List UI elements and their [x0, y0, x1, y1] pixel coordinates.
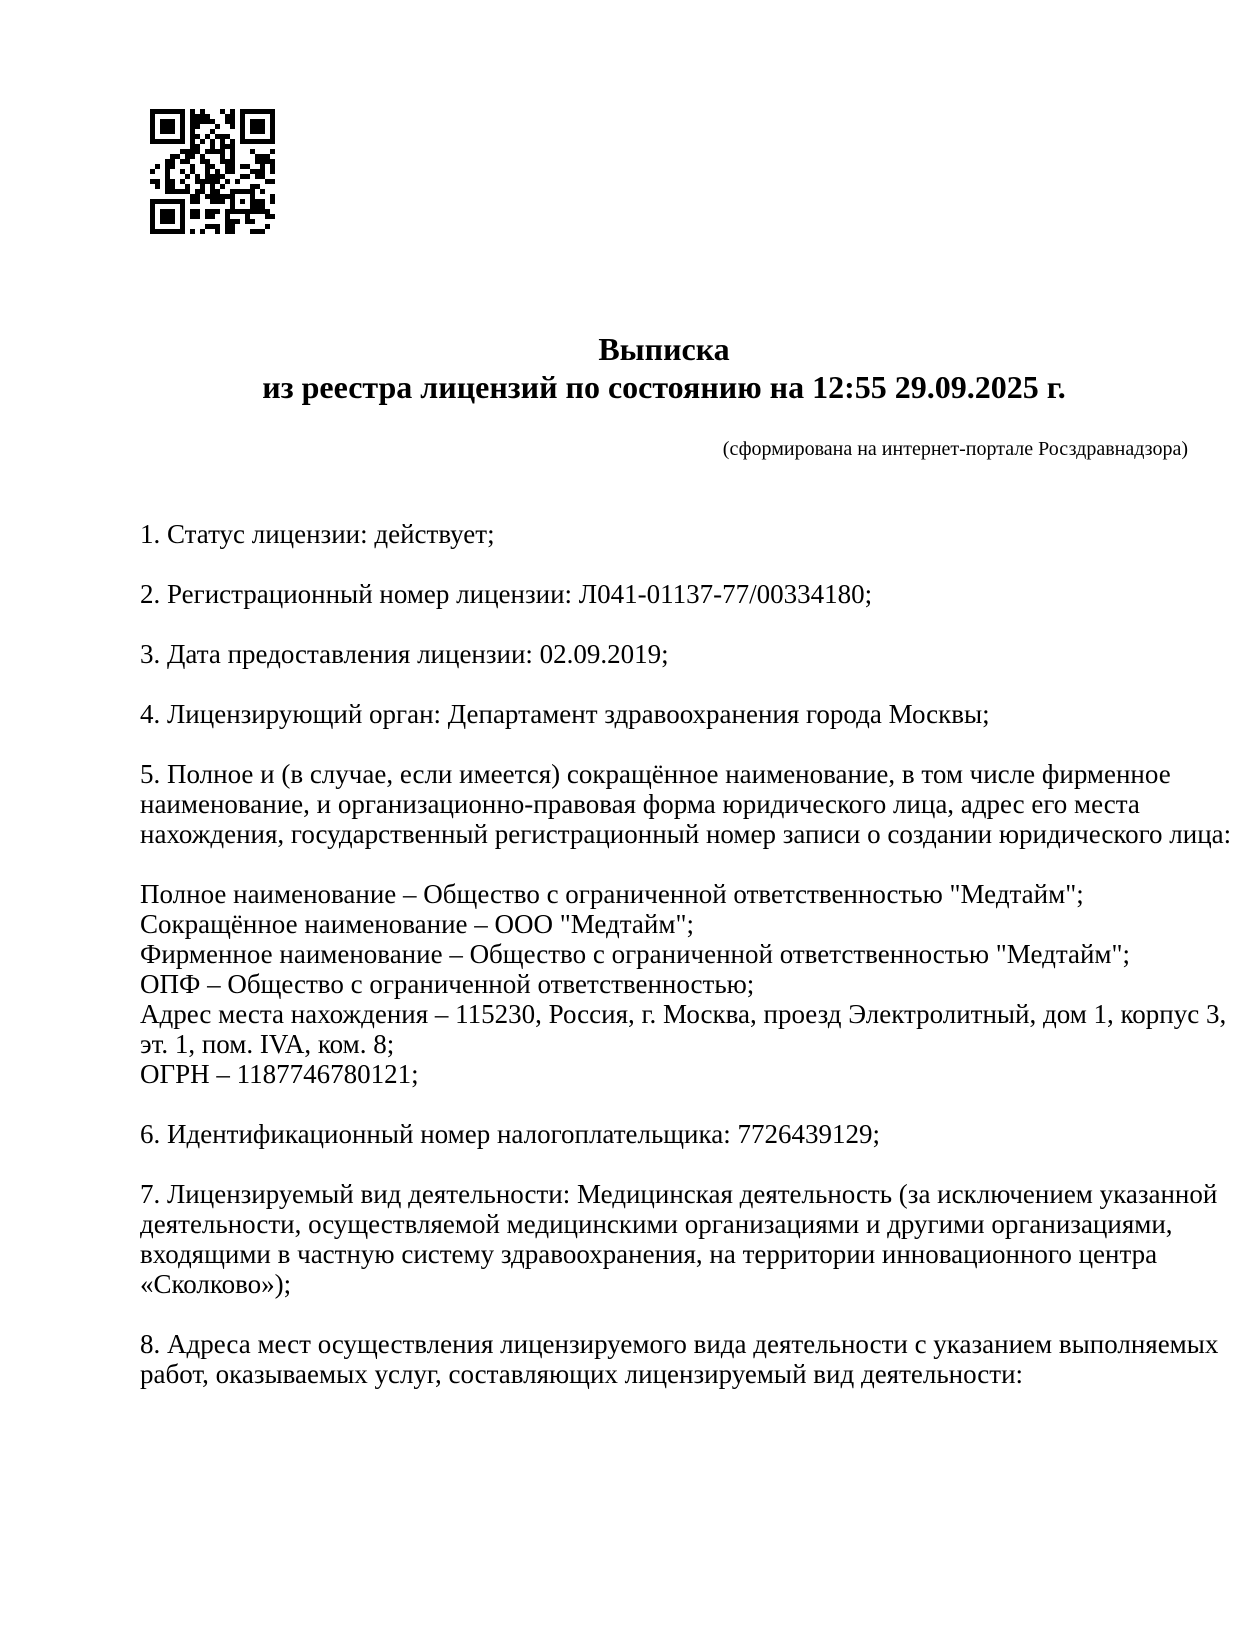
- paragraph-line: 7. Лицензируемый вид деятельности: Медицинская деятельность (за исключением указанной: [140, 1179, 1218, 1209]
- paragraph-line: деятельности, осуществляемой медицинскими организациями и другими организациями,: [140, 1209, 1173, 1239]
- paragraph-line: 8. Адреса мест осуществления лицензируемого вида деятельности с указанием выполняемых: [140, 1329, 1219, 1359]
- document-paragraph: [140, 519, 1188, 549]
- paragraph-line: входящими в частную систему здравоохранения, на территории инновационного центра: [140, 1239, 1158, 1269]
- title-line-2: из реестра лицензий по состоянию на 12:55 29.09.2025 г.: [262, 369, 1066, 405]
- paragraph-line: Фирменное наименование – Общество с ограниченной ответственностью "Медтайм";: [140, 939, 1130, 969]
- paragraph-line: «Сколково»);: [140, 1269, 292, 1299]
- paragraph-line: эт. 1, пом. IVA, ком. 8;: [140, 1029, 395, 1059]
- paragraph-line: 1. Статус лицензии: действует;: [140, 519, 495, 549]
- paragraph-line: работ, оказываемых услуг, составляющих лицензируемый вид деятельности:: [140, 1359, 1024, 1389]
- document-title: [140, 0, 1188, 406]
- document-body: [140, 519, 1232, 1389]
- document-content: [140, 0, 1232, 1419]
- paragraph-line: 6. Идентификационный номер налогоплательщика: 7726439129;: [140, 1119, 880, 1149]
- document-paragraph: [140, 639, 1188, 669]
- document-paragraph: [140, 879, 1227, 1089]
- document-paragraph: [140, 759, 1232, 849]
- document-paragraph: [140, 1119, 1188, 1149]
- paragraph-line: Адрес места нахождения – 115230, Россия, г. Москва, проезд Электролитный, дом 1, корпус 3,: [140, 999, 1227, 1029]
- paragraph-line: ОПФ – Общество с ограниченной ответственностью;: [140, 969, 755, 999]
- paragraph-line: 3. Дата предоставления лицензии: 02.09.2019;: [140, 639, 669, 669]
- paragraph-line: 4. Лицензирующий орган: Департамент здравоохранения города Москвы;: [140, 699, 990, 729]
- paragraph-line: нахождения, государственный регистрационный номер записи о создании юридического лица:: [140, 819, 1232, 849]
- document-paragraph: [140, 1179, 1218, 1299]
- document-subtitle: (сформирована на интернет-портале Росздравнадзора): [722, 438, 1188, 460]
- document-paragraph: [140, 699, 1188, 729]
- paragraph-line: Сокращённое наименование – ООО "Медтайм";: [140, 909, 694, 939]
- paragraph-line: 5. Полное и (в случае, если имеется) сокращённое наименование, в том числе фирменное: [140, 759, 1171, 789]
- title-line-1: Выписка: [598, 331, 730, 367]
- paragraph-line: 2. Регистрационный номер лицензии: Л041-01137-77/00334180;: [140, 579, 873, 609]
- paragraph-line: Полное наименование – Общество с ограниченной ответственностью "Медтайм";: [140, 879, 1084, 909]
- paragraph-line: ОГРН – 1187746780121;: [140, 1059, 419, 1089]
- paragraph-line: наименование, и организационно-правовая форма юридического лица, адрес его места: [140, 789, 1140, 819]
- document-paragraph: [140, 1329, 1219, 1389]
- document-paragraph: [140, 579, 1188, 609]
